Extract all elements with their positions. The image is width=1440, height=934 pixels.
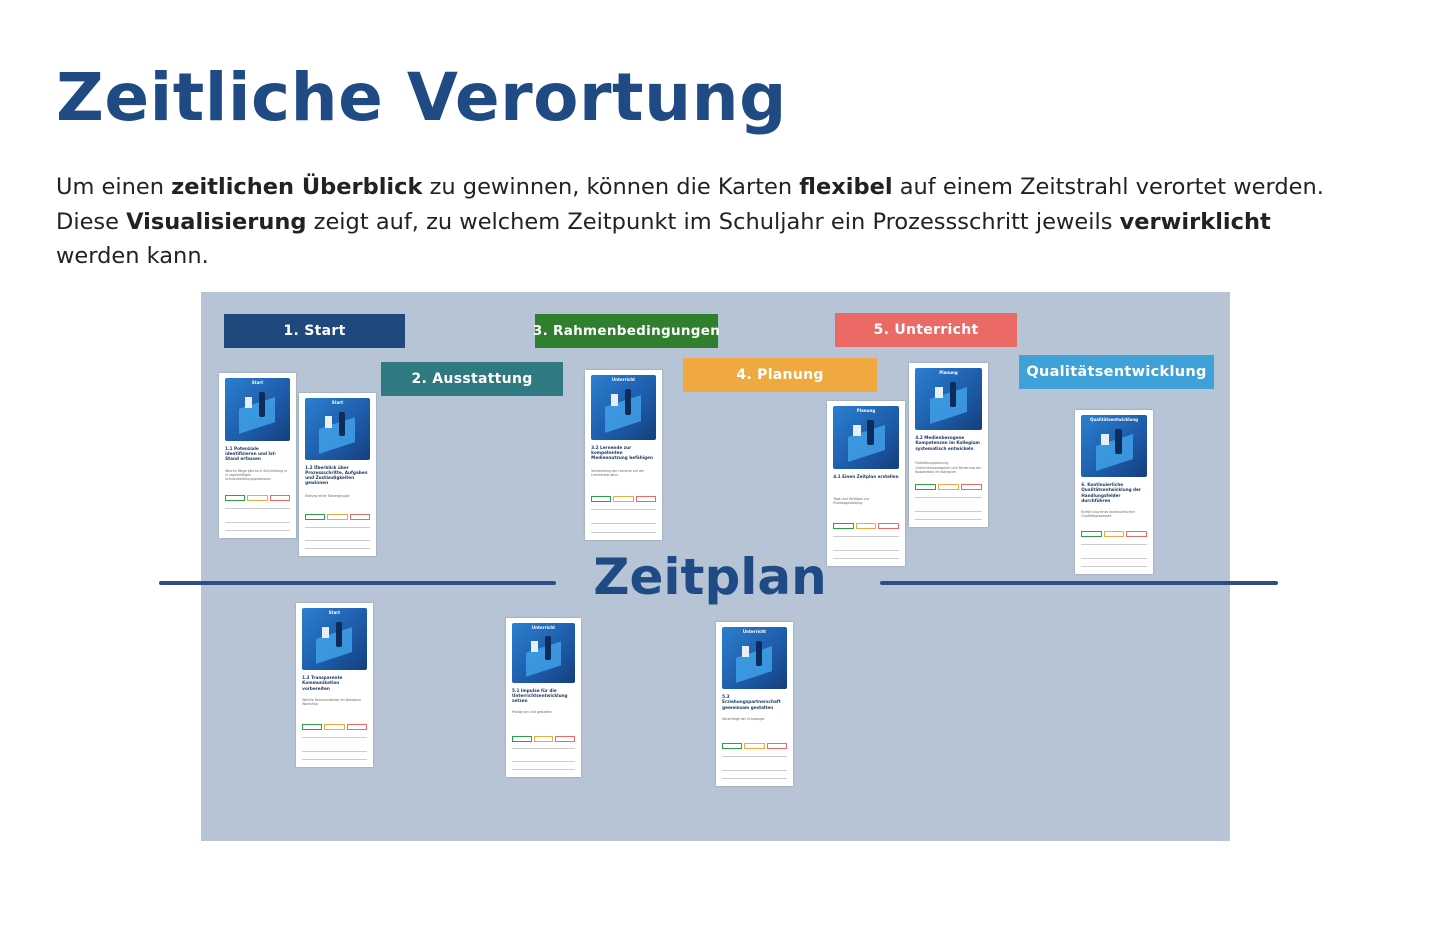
card-status-boxes xyxy=(833,523,899,528)
card-badge: Qualitätsentwicklung xyxy=(1089,416,1139,422)
card-description: Fortbildungsplanung, Unterrichtskonzeption und Förderung der Kooperation im Kollegium xyxy=(915,461,982,474)
card-illustration xyxy=(302,608,367,670)
card-illustration xyxy=(833,406,899,469)
card-title: 3.2 Lernende zur kompetenten Mediennutzung befähigen xyxy=(591,444,653,461)
timeline-line-right xyxy=(880,581,1278,585)
card-title: 6. Kontinuierliche Qualitätsentwicklung der Handlungsfelder durchführen xyxy=(1081,482,1141,503)
card-illustration xyxy=(1081,415,1147,477)
intro-text: zu gewinnen, können die Karten xyxy=(422,174,800,200)
process-card xyxy=(909,363,988,527)
card-status-boxes xyxy=(722,743,787,748)
timeline-label: Zeitplan xyxy=(593,548,827,606)
card-status-boxes xyxy=(305,514,370,519)
card-description: Einführung eines kontinuierlichen Qualitätsprozesses xyxy=(1081,510,1135,519)
card-description: Welche Wege gibt es in Schulleitung in in regelmäßigen Schulentwicklungsprozessen xyxy=(225,468,288,482)
phase-tag-ausstattung: 2. Ausstattung xyxy=(381,362,563,396)
process-card xyxy=(219,373,296,538)
card-title: 1.2 Überblick über Prozessschritte, Aufgaben und Zuständigkeiten gewinnen xyxy=(305,464,368,486)
card-illustration xyxy=(305,398,370,460)
intro-text: werden kann. xyxy=(56,243,209,269)
intro-text: Um einen xyxy=(56,174,172,200)
intro-bold: verwirklicht xyxy=(1119,208,1271,235)
card-title: 5.1 Impulse für die Unterrichtsentwicklung setzen xyxy=(512,687,568,704)
card-title: 5.3 Erziehungspartnerschaft gemeinsam gestalten xyxy=(722,694,781,710)
card-status-boxes xyxy=(225,495,290,500)
card-title: 1.1 Potenziale identifizieren und Ist-Stand erfassen xyxy=(225,445,277,461)
card-badge: Start xyxy=(328,609,341,615)
card-description: Tage und Verfügen zur Prozessgestaltung xyxy=(833,496,870,505)
process-card xyxy=(299,393,376,556)
intro-text: zeigt auf, zu welchem Zeitpunkt im Schuljahr ein Prozessschritt jeweils xyxy=(306,208,1120,235)
phase-tag-qualitaetsentwicklung: Qualitätsentwicklung xyxy=(1019,355,1214,389)
card-badge: Planung xyxy=(856,407,876,413)
card-illustration xyxy=(915,368,981,430)
card-title: 4.1 Einen Zeitplan erstellen xyxy=(833,473,899,479)
card-status-boxes xyxy=(512,736,575,741)
card-description: Verwendung der Lernorte auf der Lerninfrastruktur xyxy=(591,468,645,477)
process-card xyxy=(716,622,793,786)
phase-tag-unterricht: 5. Unterricht xyxy=(835,313,1017,347)
phase-tag-rahmenbedingungen: 3. Rahmenbedingungen xyxy=(535,314,718,348)
card-badge: Unterricht xyxy=(742,628,767,634)
card-badge: Unterricht xyxy=(611,377,636,383)
card-badge: Start xyxy=(331,399,344,405)
card-badge: Unterricht xyxy=(531,624,556,630)
card-status-boxes xyxy=(591,496,656,501)
card-description: Neuerfolge der Schwanger xyxy=(722,717,765,722)
phase-tag-planung: 4. Planung xyxy=(683,358,877,392)
card-title: 1.3 Transparente Kommunikation vorbereiten xyxy=(302,675,343,691)
process-card xyxy=(296,603,373,767)
card-illustration xyxy=(591,375,656,440)
intro-bold: Visualisierung xyxy=(126,208,307,235)
card-description: Welche Kommunikation im Kollegium Workshop xyxy=(302,698,362,707)
page-title: Zeitliche Verortung xyxy=(56,59,787,136)
intro-text: auf einem Zeitstrahl verortet werden. Diese xyxy=(56,174,1324,235)
card-title: 4.2 Medienbezogene Kompetenzen im Kollegium systematisch entwickeln xyxy=(915,435,980,451)
process-card xyxy=(827,401,905,566)
card-description: Klärung einer Steuergruppe xyxy=(305,494,350,499)
process-card xyxy=(1075,410,1153,574)
phase-tag-start: 1. Start xyxy=(224,314,405,348)
card-badge: Planung xyxy=(939,369,958,375)
card-illustration xyxy=(225,378,290,441)
card-illustration xyxy=(722,627,787,689)
intro-paragraph xyxy=(56,170,1356,274)
process-card xyxy=(585,370,662,540)
timeline-line-left xyxy=(159,581,556,585)
card-badge: Start xyxy=(251,379,264,385)
card-status-boxes xyxy=(302,724,367,729)
intro-bold: flexibel xyxy=(799,174,893,200)
intro-bold: zeitlichen Überblick xyxy=(171,174,423,200)
card-illustration xyxy=(512,623,575,683)
process-card xyxy=(506,618,581,777)
card-status-boxes xyxy=(1081,531,1147,536)
card-description: Prolog con und gestalten xyxy=(512,710,552,715)
card-status-boxes xyxy=(915,484,981,489)
